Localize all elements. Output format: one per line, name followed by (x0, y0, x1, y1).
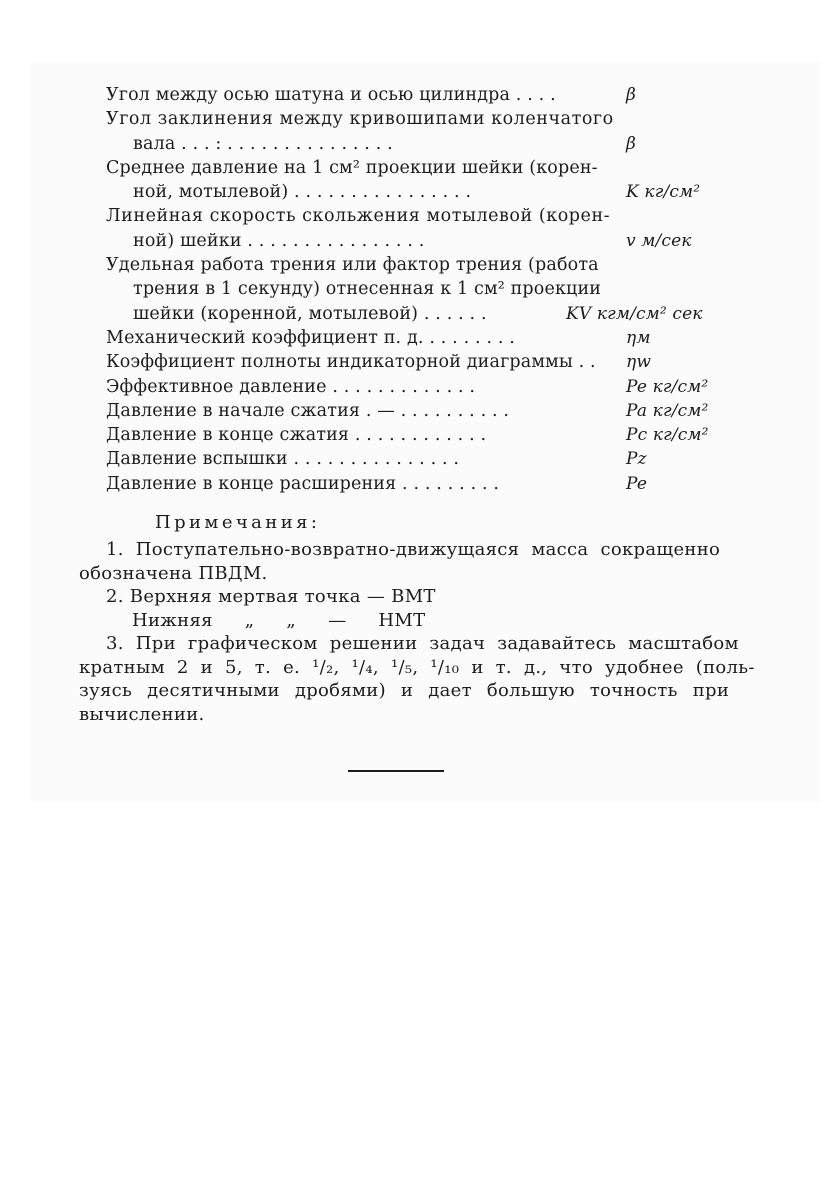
notation-symbol: Pc кг/см² (626, 425, 709, 446)
notation-symbol: Pz (626, 449, 647, 470)
notation-symbol: β (626, 85, 636, 105)
notation-list (106, 83, 726, 496)
notation-row (106, 107, 726, 131)
notation-symbol: K кг/см² (626, 182, 701, 203)
note-line: 2. Верхняя мертвая точка — ВМТ (106, 586, 436, 607)
note-line: Нижняя „ „ — НМТ (132, 609, 426, 631)
notation-row (106, 229, 726, 253)
note-line: обозначена ПВДМ. (79, 562, 268, 584)
notation-term: трения в 1 секунду) отнесенная к 1 см² проекции (133, 279, 602, 300)
notation-symbol: β (626, 133, 636, 154)
notation-row (106, 83, 726, 107)
notation-symbol: Pe (626, 473, 648, 494)
section-end-rule (348, 770, 444, 772)
notation-term: Механический коэффициент п. д. . . . . . . . . (106, 327, 516, 348)
notation-symbol: Pe кг/см² (626, 376, 709, 397)
note-line: 3. При графическом решении задач задавайтесь масштабом (106, 633, 739, 654)
notation-term: Эффективное давление . . . . . . . . . . . . . (106, 376, 476, 397)
notation-term: Угол заклинения между кривошипами коленчатого (106, 109, 614, 130)
note-line: кратным 2 и 5, т. е. ¹/₂, ¹/₄, ¹/₅, ¹/₁₀ и т. д., что удобнее (поль- (79, 656, 755, 678)
notation-row (106, 447, 726, 471)
notation-symbol: v м/сек (626, 230, 692, 251)
notation-row (106, 472, 726, 496)
notation-row (106, 326, 726, 350)
notation-term: вала . . . : . . . . . . . . . . . . . . . (133, 133, 393, 154)
notation-term: Давление в конце расширения . . . . . . . . . (106, 473, 500, 494)
notation-term: ной) шейки . . . . . . . . . . . . . . . . (133, 230, 425, 251)
notation-row (106, 156, 726, 180)
notation-row (106, 375, 726, 399)
notes-section (79, 538, 755, 726)
notes-heading: Примечания: (155, 512, 321, 533)
note-line: вычислении. (79, 703, 205, 725)
notation-term: Давление вспышки . . . . . . . . . . . . . . . (106, 449, 460, 470)
notation-term: Коэффициент полноты индикаторной диаграммы . . (106, 352, 596, 373)
notation-row (106, 277, 726, 301)
notation-term: Линейная скорость скольжения мотылевой (корен- (106, 206, 611, 227)
notation-row (106, 132, 726, 156)
notation-row (106, 204, 726, 228)
notation-term: Давление в конце сжатия . . . . . . . . . . . . (106, 425, 487, 446)
notation-term: Удельная работа трения или фактор трения (работа (106, 255, 599, 276)
note-line: зуясь десятичными дробями) и дает большую точность при (79, 680, 730, 701)
notation-term: ной, мотылевой) . . . . . . . . . . . . . . . . (133, 182, 472, 203)
notation-row (106, 423, 726, 447)
notation-symbol: Pa кг/см² (626, 400, 709, 421)
notation-symbol: KV кгм/см² сек (566, 303, 703, 324)
notation-symbol: ηм (626, 327, 651, 348)
notation-term: Среднее давление на 1 см² проекции шейки (корен- (106, 157, 598, 178)
notation-row (106, 350, 726, 374)
notation-symbol: ηw (626, 352, 652, 373)
notation-term: Угол между осью шатуна и осью цилиндра . . . . (106, 85, 556, 105)
note-line: 1. Поступательно-возвратно-движущаяся масса сокращенно (106, 539, 721, 560)
notation-row (106, 399, 726, 423)
notation-row (106, 302, 726, 326)
notation-term: Давление в начале сжатия . — . . . . . . . . . . (106, 400, 510, 421)
notation-row (106, 180, 726, 204)
notation-term: шейки (коренной, мотылевой) . . . . . . (133, 303, 487, 324)
notation-row (106, 253, 726, 277)
